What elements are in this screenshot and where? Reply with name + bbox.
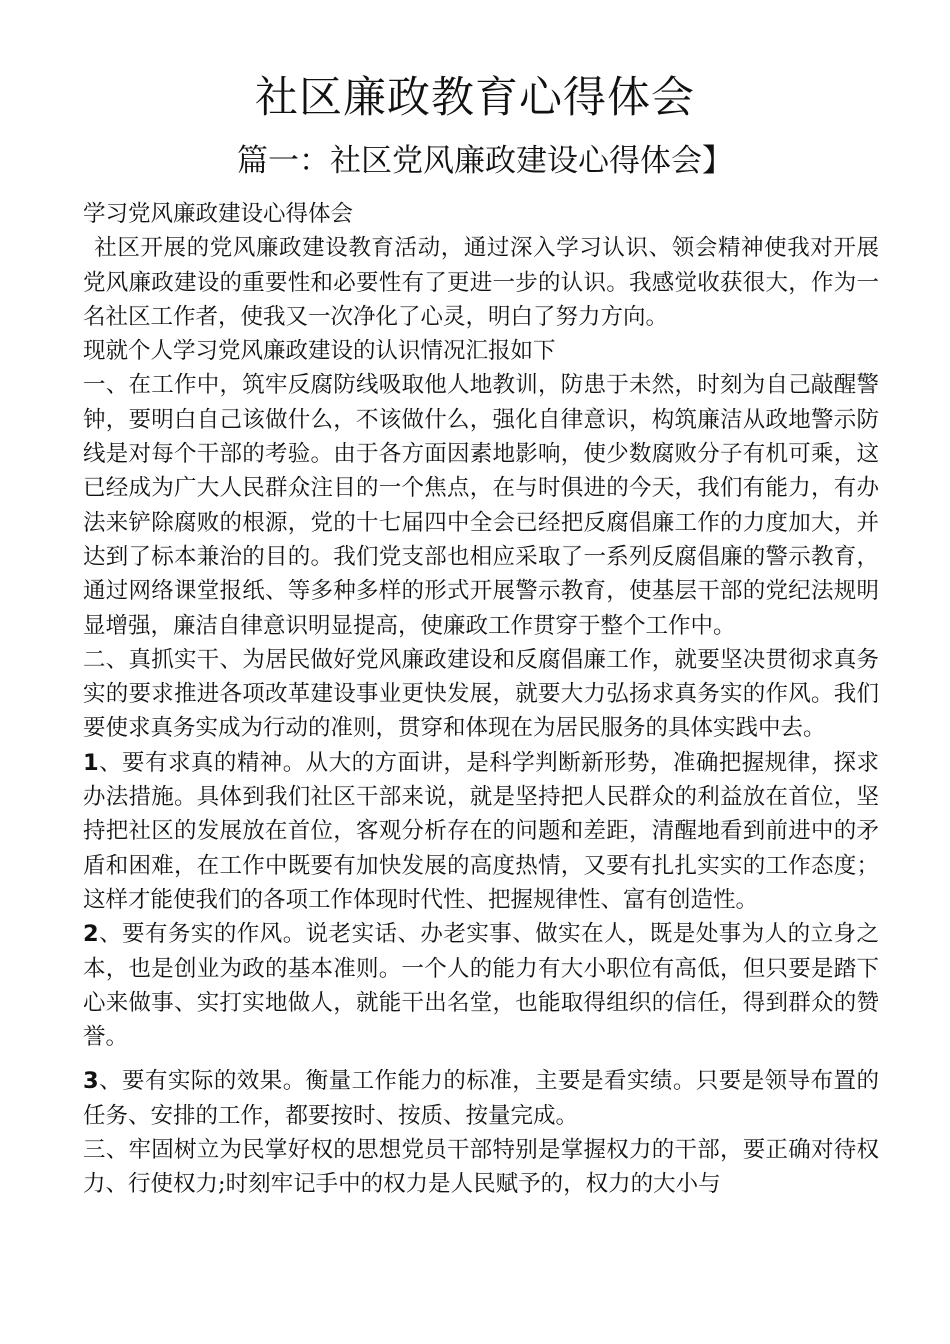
paragraph-report-lead: 现就个人学习党风廉政建设的认识情况汇报如下 [83,338,556,365]
paragraph-intro: 社区开展的党风廉政建设教育活动，通过深入学习认识、领会精神使我对开展党风廉政建设的重要性和必要性有了更进一步的认识。我感觉收获很大，作为一名社区工作者，使我又一次净化了心灵，明白了努力方向。 [83,235,879,330]
list-item-text: 、要有务实的作风。说老实话、办老实事、做实在人，既是处事为人的立身之本，也是创业为政的基本准则。一个人的能力有大小职位有高低，但只要是踏下心来做事、实打实地做人，就能干出名堂，也能取得组织的信任，得到群众的赞誉。 [83,921,879,1051]
document-subtitle: 篇一：社区党风廉政建设心得体会】 [237,143,733,179]
paragraph-section-two: 二、真抓实干、为居民做好党风廉政建设和反腐倡廉工作，就要坚决贯彻求真务实的要求推进各项改革建设事业更快发展，就要大力弘扬求真务实的作风。我们要使求真务实成为行动的准则，贯穿和体现在为居民服务的具体实践中去。 [83,646,879,742]
list-item-text: 、要有求真的精神。从大的方面讲，是科学判断新形势，准确把握规律，探求办法措施。具体到我们社区干部来说，就是坚持把人民群众的利益放在首位，坚持把社区的发展放在首位，客观分析存在的问题和差距，清醒地看到前进中的矛盾和困难，在工作中既要有加快发展的高度热情，又要有扎扎实实的工作态度；这样才能使我们的各项工作体现时代性、把握规律性、富有创造性。 [83,749,879,913]
list-item-2 [83,917,879,1054]
document-title: 社区廉政教育心得体会 [255,73,695,123]
section-heading: 学习党风廉政建设心得体会 [83,201,354,227]
document-body [83,197,879,1202]
list-item-3 [83,1064,879,1133]
list-item-1 [83,746,879,917]
list-item-text: 、要有实际的效果。衡量工作能力的标准，主要是看实绩。只要是领导布置的任务、安排的工作，都要按时、按质、按量完成。 [83,1068,879,1129]
paragraph-section-one: 一、在工作中，筑牢反腐防线吸取他人地教训，防患于未然，时刻为自己敲醒警钟，要明白自己该做什么，不该做什么，强化自律意识，构筑廉洁从政地警示防线是对每个干部的考验。由于各方面因素地影响，使少数腐败分子有机可乘，这已经成为广大人民群众注目的一个焦点，在与时俱进的今天，我们有能力，有办法来铲除腐败的根源，党的十七届四中全会已经把反腐倡廉工作的力度加大，并达到了标本兼治的目的。我们党支部也相应采取了一系列反腐倡廉的警示教育，通过网络课堂报纸、等多种多样的形式开展警示教育，使基层干部的党纪法规明显增强，廉洁自律意识明显提高，使廉政工作贯穿于整个工作中。 [83,372,879,639]
list-item-number: 1 [83,749,99,776]
list-item-number: 3 [83,1068,99,1095]
list-item-number: 2 [83,921,99,948]
paragraph-section-three: 三、牢固树立为民掌好权的思想党员干部特别是掌握权力的干部，要正确对待权力、行使权力;时刻牢记手中的权力是人民赋予的，权力的大小与 [83,1137,879,1198]
